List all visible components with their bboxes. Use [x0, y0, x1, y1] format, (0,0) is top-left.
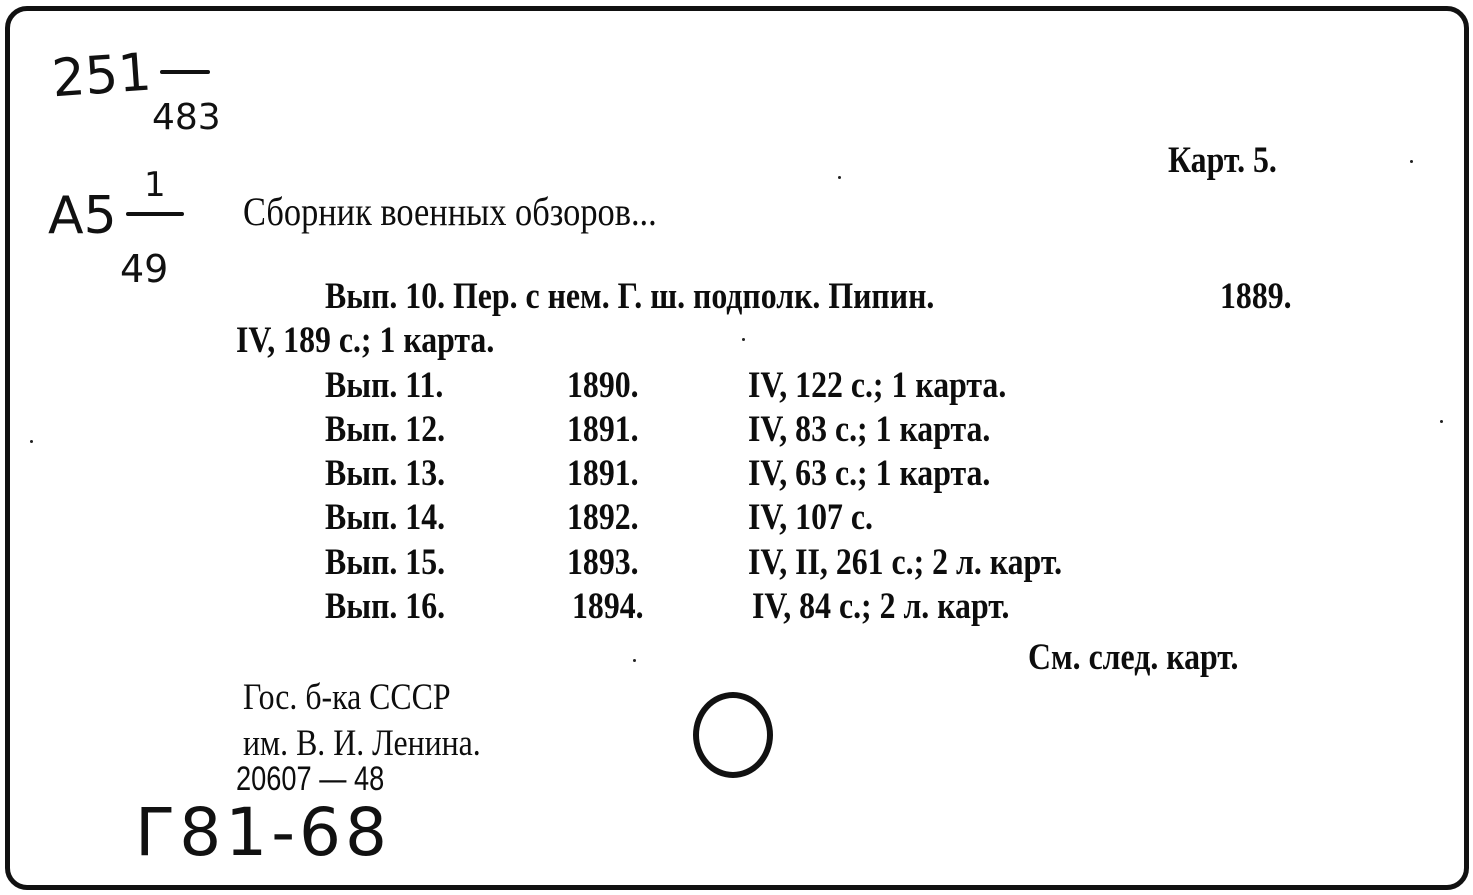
handwritten-shelf-numerator: 1 [144, 165, 166, 205]
imprint-order-number: 20607 — 48 [236, 760, 385, 798]
issue-year: 1890. [567, 365, 639, 406]
card-number-label: Карт. 5. [1168, 140, 1277, 181]
issue-number: Вып. 14. [325, 497, 446, 538]
issue-number: Вып. 15. [325, 542, 446, 583]
issue-details: IV, II, 261 с.; 2 л. карт. [748, 542, 1063, 583]
handwritten-shelf-denominator: 49 [120, 247, 169, 291]
issue-details: IV, 83 с.; 1 карта. [748, 409, 991, 450]
handwritten-shelf-prefix: A5 [48, 186, 117, 246]
issue-details: IV, 63 с.; 1 карта. [748, 453, 991, 494]
imprint-library: Гос. б-ка СССР [243, 677, 451, 718]
issue-details: IV, 107 с. [748, 497, 873, 538]
speck [30, 440, 33, 443]
punch-hole-circle [693, 692, 773, 778]
speck [838, 176, 841, 179]
handwritten-top-fraction-bar [160, 70, 210, 74]
issue-year: 1892. [567, 497, 639, 538]
issue-year: 1891. [567, 453, 639, 494]
issue-year: 1894. [572, 586, 644, 627]
first-issue-year: 1889. [1220, 276, 1292, 317]
handwritten-bottom-code: Г81-68 [135, 794, 392, 871]
handwritten-top-number: 251 [50, 42, 154, 110]
handwritten-shelf-fraction-bar [126, 212, 184, 216]
issue-year: 1893. [567, 542, 639, 583]
speck [1410, 160, 1413, 163]
issue-year: 1891. [567, 409, 639, 450]
issue-details: IV, 84 с.; 2 л. карт. [752, 586, 1010, 627]
issue-number: Вып. 16. [325, 586, 446, 627]
issue-number: Вып. 11. [325, 365, 444, 406]
imprint-library-name: им. В. И. Ленина. [243, 723, 481, 764]
first-issue-line1: Вып. 10. Пер. с нем. Г. ш. подполк. Пипин. [325, 276, 935, 317]
issue-number: Вып. 13. [325, 453, 446, 494]
issue-details: IV, 122 с.; 1 карта. [748, 365, 1007, 406]
collection-title: Сборник военных обзоров... [243, 189, 657, 234]
handwritten-top-denominator: 483 [152, 97, 221, 138]
first-issue-line2: IV, 189 с.; 1 карта. [236, 320, 495, 361]
speck [742, 338, 745, 341]
speck [1440, 420, 1443, 423]
speck [633, 659, 636, 662]
see-next-card-note: См. след. карт. [1028, 637, 1239, 678]
issue-number: Вып. 12. [325, 409, 446, 450]
